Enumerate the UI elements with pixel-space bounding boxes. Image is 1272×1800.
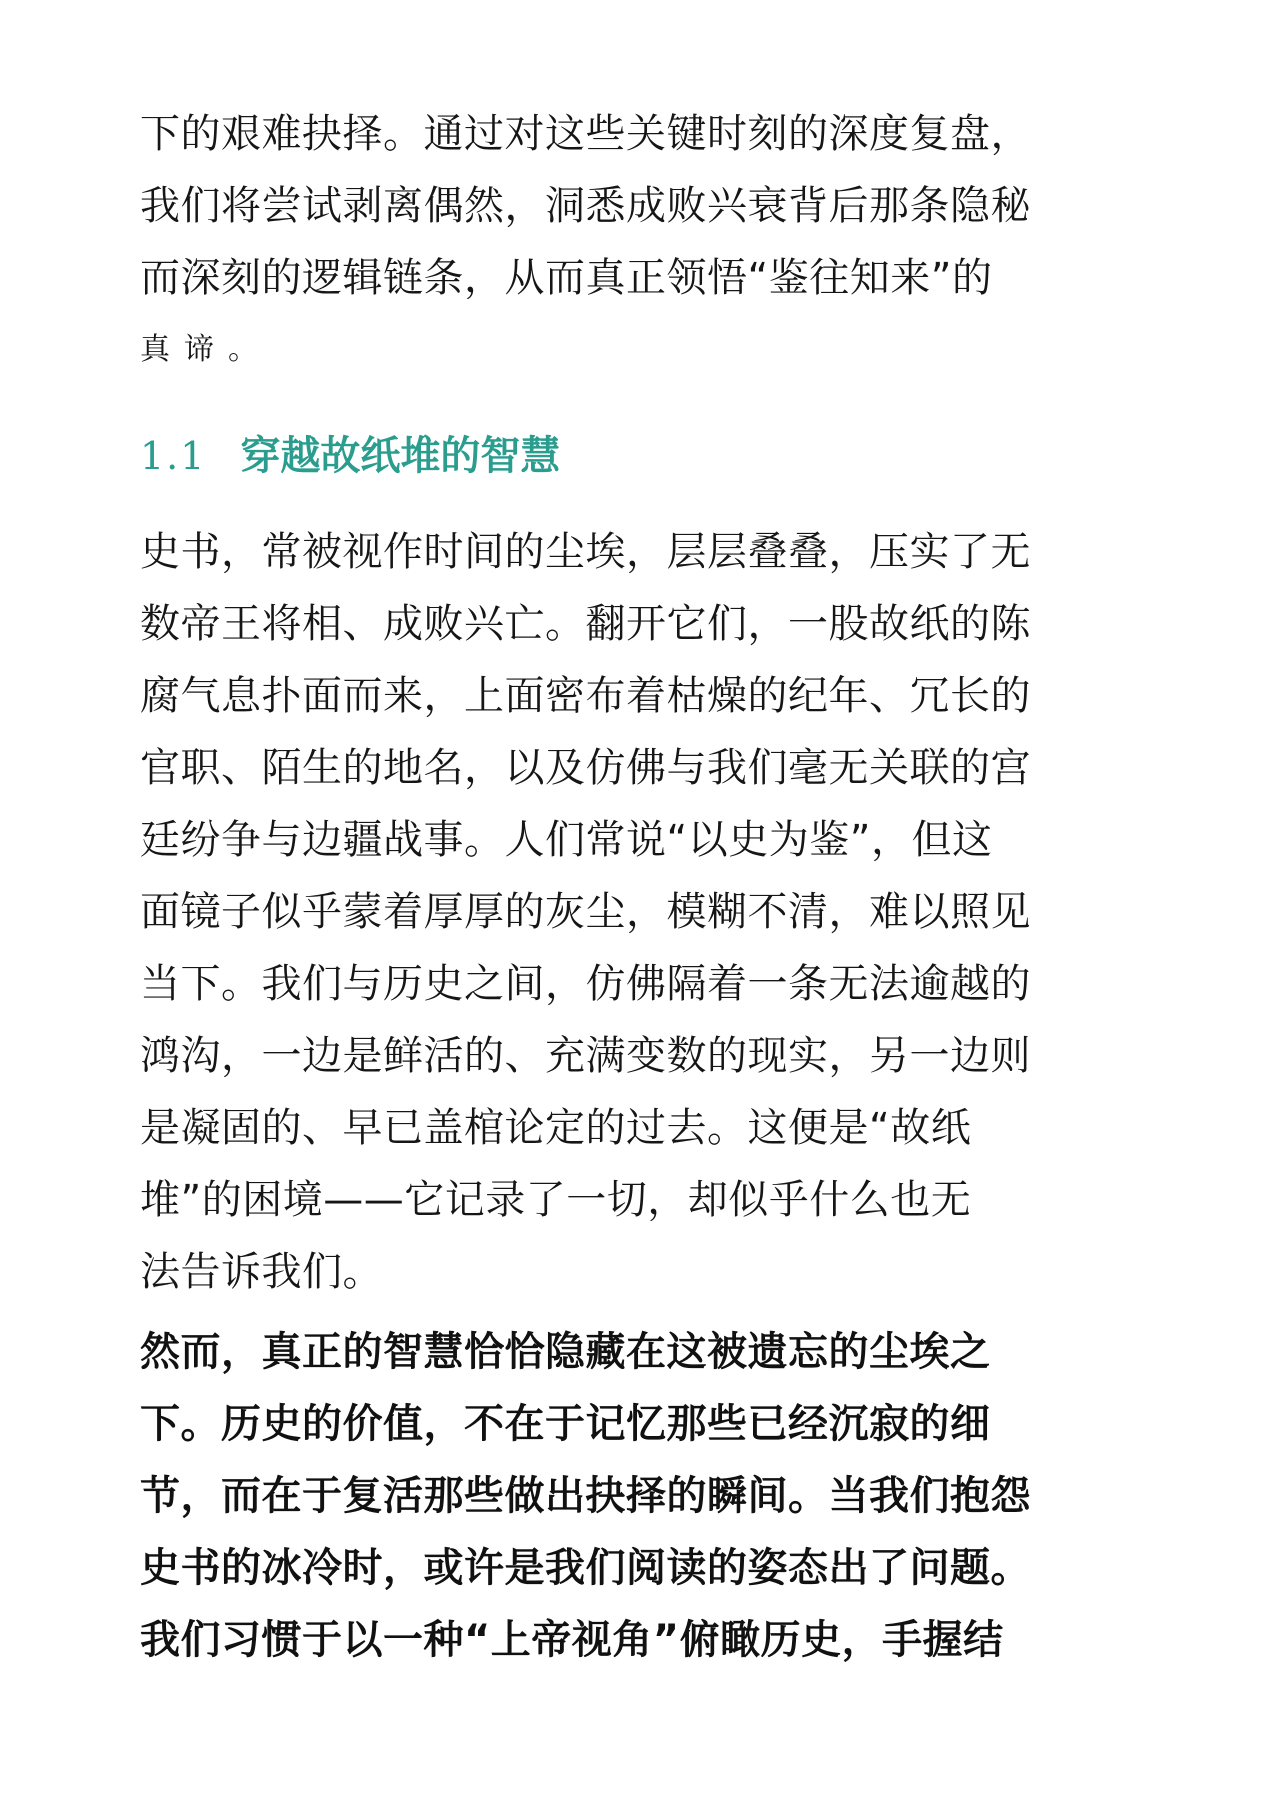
- text-line: 我们习惯于以一种“上帝视角”俯瞰历史，手握结: [140, 1617, 1004, 1663]
- text-line: 史书，常被视作时间的尘埃，层层叠叠，压实了无: [140, 529, 1031, 575]
- text-line: 面镜子似乎蒙着厚厚的灰尘，模糊不清，难以照见: [140, 889, 1031, 935]
- text-line: 下的艰难抉择。通过对这些关键时刻的深度复盘，: [140, 111, 1031, 157]
- section-title: 穿越故纸堆的智慧: [240, 433, 561, 479]
- text-line: 廷纷争与边疆战事。人们常说“以史为鉴”，但这: [140, 817, 993, 863]
- section-number: 1.1: [140, 434, 207, 478]
- text-line: 节，而在于复活那些做出抉择的瞬间。当我们抱怨: [140, 1473, 1031, 1519]
- text-line: 数帝王将相、成败兴亡。翻开它们，一股故纸的陈: [140, 601, 1031, 647]
- text-line: 史书的冰冷时，或许是我们阅读的姿态出了问题。: [140, 1545, 1031, 1591]
- text-line: 真谛。: [140, 332, 272, 367]
- text-line: 是凝固的、早已盖棺论定的过去。这便是“故纸: [140, 1105, 972, 1151]
- text-line: 法告诉我们。: [140, 1249, 383, 1295]
- text-line: 我们将尝试剥离偶然，洞悉成败兴衰背后那条隐秘: [140, 183, 1031, 229]
- text-line: 而深刻的逻辑链条，从而真正领悟“鉴往知来”的: [140, 255, 993, 301]
- section-heading: [140, 424, 560, 488]
- text-line: 下。历史的价值，不在于记忆那些已经沉寂的细: [140, 1401, 991, 1447]
- text-line: 然而，真正的智慧恰恰隐藏在这被遗忘的尘埃之: [140, 1329, 991, 1375]
- text-line: 鸿沟，一边是鲜活的、充满变数的现实，另一边则: [140, 1033, 1031, 1079]
- text-line: 当下。我们与历史之间，仿佛隔着一条无法逾越的: [140, 961, 1031, 1007]
- text-line: 腐气息扑面而来，上面密布着枯燥的纪年、冗长的: [140, 673, 1031, 719]
- text-line: 堆”的困境——它记录了一切，却似乎什么也无: [140, 1177, 972, 1223]
- text-line: 官职、陌生的地名，以及仿佛与我们毫无关联的宫: [140, 745, 1031, 791]
